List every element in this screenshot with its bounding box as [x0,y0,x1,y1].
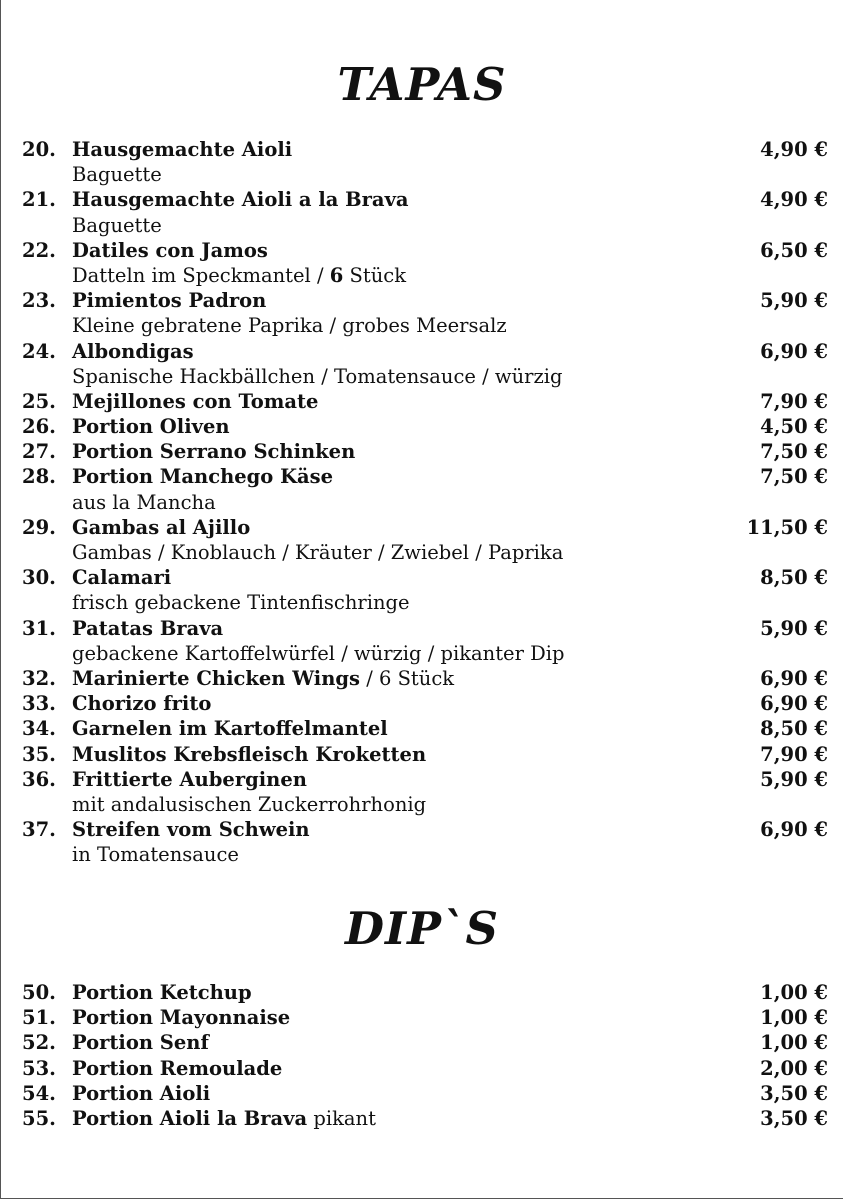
menu-item [22,980,828,1005]
item-name [72,137,760,162]
item-name-text: Datiles con Jamos [72,238,268,262]
item-name [72,414,760,439]
item-description-part: Stück [343,263,407,287]
item-number: 26. [22,415,56,439]
item-number: 21. [22,188,56,212]
item-name [72,1030,760,1055]
item-number: 55. [22,1106,56,1130]
item-name-text: Frittierte Auberginen [72,767,307,791]
item-price: 5,90 € [760,767,828,791]
item-number: 32. [22,666,56,690]
item-name-text: Albondigas [72,339,194,363]
item-number: 20. [22,138,56,161]
item-description: Kleine gebratene Paprika / grobes Meersalz [72,314,507,338]
menu-item [22,389,828,414]
item-name-text: Patatas Brava [72,616,224,640]
item-price: 3,50 € [760,1081,828,1105]
item-number: 28. [22,465,56,489]
item-price: 2,00 € [760,1056,828,1080]
item-name [72,238,760,263]
item-number: 37. [22,818,56,842]
item-description: Gambas / Knoblauch / Kräuter / Zwiebel / Paprika [72,541,564,564]
item-name [72,565,760,590]
item-number: 51. [22,1006,56,1030]
tapas-heading: TAPAS [337,58,507,111]
item-description-part: Datteln im Speckmantel / [72,263,330,287]
item-name [72,716,760,741]
menu-item [22,1106,828,1131]
item-name-text: Portion Ketchup [72,981,252,1004]
menu-item [22,742,828,767]
item-price: 11,50 € [746,515,828,539]
item-description: mit andalusischen Zuckerrohrhonig [72,792,427,816]
dips-menu-list [22,980,828,1131]
item-number: 52. [22,1031,56,1055]
item-name-text: Hausgemachte Aioli a la Brava [72,188,409,212]
item-name [72,1081,760,1106]
menu-item [22,767,828,792]
item-number: 22. [22,238,56,262]
item-name [72,742,760,767]
item-name-text: Gambas al Ajillo [72,515,251,539]
item-name [72,1005,760,1030]
menu-item [22,691,828,716]
item-price: 8,50 € [760,717,828,741]
item-name-text: Calamari [72,566,172,590]
item-description: Baguette [72,213,162,237]
item-name [72,980,760,1005]
item-note: pikant [307,1106,376,1130]
item-name-text: Portion Senf [72,1031,209,1055]
item-price: 4,90 € [760,138,828,161]
item-description [22,263,828,288]
menu-item [22,414,828,439]
item-price: 7,50 € [760,465,828,489]
item-name-text: Portion Mayonnaise [72,1006,291,1030]
item-price: 3,50 € [760,1106,828,1130]
menu-item [22,187,828,212]
menu-item [22,1081,828,1106]
item-description: Spanische Hackbällchen / Tomatensauce / würzig [72,364,563,388]
item-number: 35. [22,742,56,766]
item-number: 25. [22,389,56,413]
item-name [72,666,760,691]
item-price: 6,50 € [760,238,828,262]
item-description: gebackene Kartoffelwürfel / würzig / pikanter Dip [72,641,565,665]
menu-item [22,666,828,691]
menu-item [22,137,828,162]
item-name-text: Pimientos Padron [72,289,267,313]
menu-item [22,1030,828,1055]
item-name-text: Portion Oliven [72,415,230,439]
item-name [72,389,760,414]
menu-item [22,339,828,364]
item-name-text: Portion Serrano Schinken [72,440,356,464]
menu-item [22,1056,828,1081]
item-name [72,691,760,716]
item-name-text: Muslitos Krebsfleisch Kroketten [72,742,427,766]
item-price: 7,50 € [760,440,828,464]
item-number: 53. [22,1056,56,1080]
item-name [72,515,747,540]
menu-item [22,716,828,741]
item-name [72,616,760,641]
item-note: / 6 Stück [360,666,455,690]
item-number: 36. [22,767,56,791]
item-price: 5,90 € [760,289,828,313]
item-name [72,288,760,313]
item-name [72,1056,760,1081]
item-price: 6,90 € [760,692,828,716]
item-price: 6,90 € [760,818,828,842]
item-price: 1,00 € [760,1031,828,1055]
menu-item [22,464,828,489]
item-price: 6,90 € [760,666,828,690]
item-number: 50. [22,981,56,1004]
item-price: 8,50 € [760,566,828,590]
item-name-text: Garnelen im Kartoffelmantel [72,717,388,741]
item-description: Baguette [72,163,162,187]
item-number: 31. [22,616,56,640]
item-number: 27. [22,440,56,464]
item-price: 4,90 € [760,188,828,212]
item-description-part: 6 [329,263,344,287]
item-name-text: Portion Manchego Käse [72,465,334,489]
item-description: in Tomatensauce [72,843,239,867]
item-number: 54. [22,1081,56,1105]
item-name [72,339,760,364]
item-name-text: Streifen vom Schwein [72,818,310,842]
item-name [72,439,760,464]
item-price: 4,50 € [760,415,828,439]
item-number: 23. [22,289,56,313]
tapas-menu-list [22,137,828,867]
menu-item [22,565,828,590]
item-name-text: Portion Aioli la Brava [72,1106,308,1130]
menu-item [22,616,828,641]
item-name [72,1106,760,1131]
item-name-text: Marinierte Chicken Wings [72,666,360,690]
menu-item [22,238,828,263]
item-name [72,767,760,792]
item-number: 29. [22,515,56,539]
item-description: frisch gebackene Tintenfischringe [72,591,410,615]
menu-item [22,288,828,313]
menu-item [22,1005,828,1030]
menu-item [22,515,828,540]
item-number: 24. [22,339,56,363]
item-number: 33. [22,692,56,716]
item-name-text: Chorizo frito [72,692,212,716]
menu-item [22,817,828,842]
item-name-text: Portion Remoulade [72,1056,283,1080]
item-description: aus la Mancha [72,490,216,514]
item-number: 34. [22,717,56,741]
item-name-text: Mejillones con Tomate [72,389,319,413]
item-price: 7,90 € [760,389,828,413]
item-price: 1,00 € [760,1006,828,1030]
item-price: 6,90 € [760,339,828,363]
menu-item [22,439,828,464]
item-name-text: Hausgemachte Aioli [72,138,293,161]
item-name [72,817,760,842]
item-price: 5,90 € [760,616,828,640]
item-name [72,464,760,489]
item-number: 30. [22,566,56,590]
item-name-text: Portion Aioli [72,1081,211,1105]
dips-heading: DIP`S [345,902,499,955]
item-name [72,187,760,212]
item-price: 1,00 € [760,981,828,1004]
item-price: 7,90 € [760,742,828,766]
